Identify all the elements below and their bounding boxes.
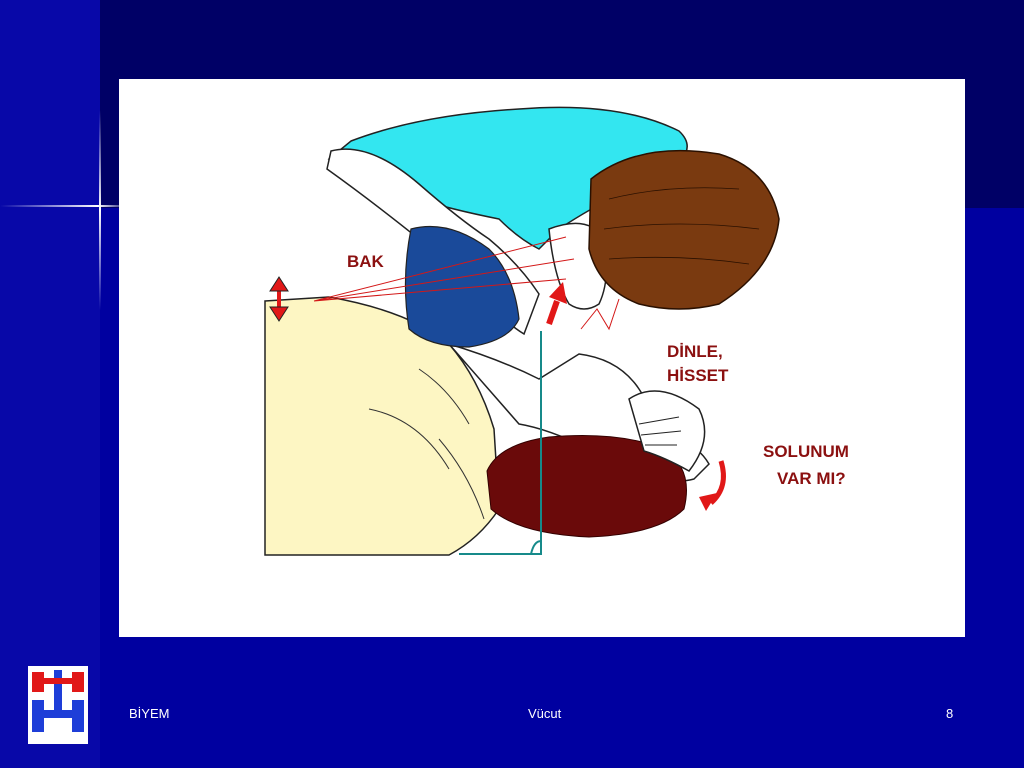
label-dinle: DİNLE, — [667, 342, 723, 361]
label-var-mi: VAR MI? — [777, 469, 846, 488]
footer-title: Vücut — [528, 706, 562, 721]
biyem-logo-icon — [28, 666, 88, 744]
label-solunum: SOLUNUM — [763, 442, 849, 461]
cpr-breathing-check-illustration — [119, 79, 965, 637]
footer-page-number: 8 — [946, 706, 954, 721]
sparkle-line-vertical — [99, 110, 101, 310]
illustration-panel — [119, 79, 965, 637]
label-hisset: HİSSET — [667, 366, 729, 385]
footer-organization: BİYEM — [129, 706, 170, 721]
sparkle-line-horizontal — [0, 205, 130, 207]
slide-background-left — [0, 0, 100, 768]
biyem-logo — [28, 666, 88, 744]
rescuer-knee — [405, 227, 519, 348]
label-bak: BAK — [347, 252, 384, 271]
rescuer-hair — [589, 151, 779, 309]
